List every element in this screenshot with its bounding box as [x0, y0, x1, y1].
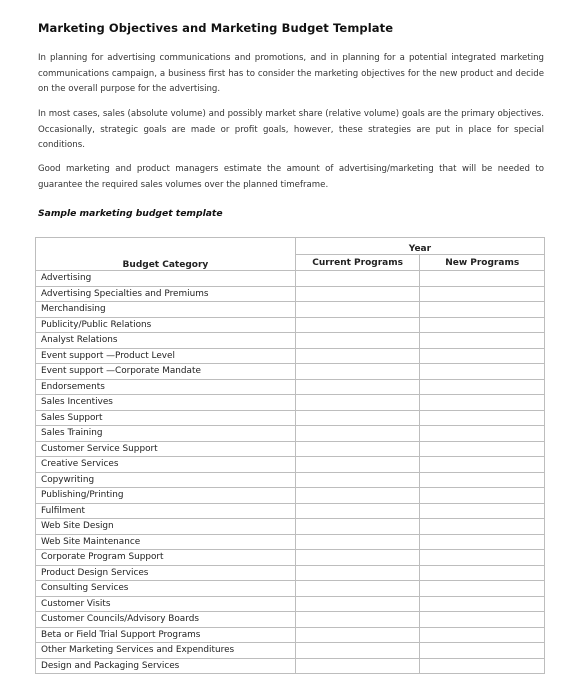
new-programs-cell[interactable]	[420, 302, 545, 318]
table-row	[36, 348, 545, 364]
new-programs-cell[interactable]	[420, 472, 545, 488]
budget-category-cell: Advertising	[36, 271, 296, 287]
current-programs-cell[interactable]	[295, 379, 420, 395]
budget-category-cell: Analyst Relations	[36, 333, 296, 349]
budget-rows	[36, 271, 545, 674]
new-programs-header: New Programs	[420, 255, 545, 271]
table-row	[36, 658, 545, 674]
budget-category-cell: Publishing/Printing	[36, 488, 296, 504]
document-title: Marketing Objectives and Marketing Budget Template	[38, 21, 394, 35]
new-programs-cell[interactable]	[420, 457, 545, 473]
current-programs-header: Current Programs	[295, 255, 420, 271]
new-programs-cell[interactable]	[420, 503, 545, 519]
current-programs-cell[interactable]	[295, 488, 420, 504]
current-programs-cell[interactable]	[295, 317, 420, 333]
new-programs-cell[interactable]	[420, 534, 545, 550]
current-programs-cell[interactable]	[295, 643, 420, 659]
budget-category-cell: Merchandising	[36, 302, 296, 318]
budget-table	[35, 237, 545, 674]
new-programs-cell[interactable]	[420, 348, 545, 364]
budget-category-cell: Sales Training	[36, 426, 296, 442]
table-row	[36, 534, 545, 550]
table-row	[36, 627, 545, 643]
table-row	[36, 317, 545, 333]
new-programs-cell[interactable]	[420, 271, 545, 287]
table-row	[36, 286, 545, 302]
table-row	[36, 426, 545, 442]
current-programs-cell[interactable]	[295, 596, 420, 612]
budget-category-cell: Sales Incentives	[36, 395, 296, 411]
new-programs-cell[interactable]	[420, 286, 545, 302]
current-programs-cell[interactable]	[295, 472, 420, 488]
new-programs-cell[interactable]	[420, 612, 545, 628]
table-row	[36, 333, 545, 349]
current-programs-cell[interactable]	[295, 395, 420, 411]
budget-category-cell: Creative Services	[36, 457, 296, 473]
current-programs-cell[interactable]	[295, 286, 420, 302]
budget-category-cell: Sales Support	[36, 410, 296, 426]
current-programs-cell[interactable]	[295, 534, 420, 550]
current-programs-cell[interactable]	[295, 565, 420, 581]
table-row	[36, 364, 545, 380]
current-programs-cell[interactable]	[295, 503, 420, 519]
current-programs-cell[interactable]	[295, 271, 420, 287]
table-row	[36, 410, 545, 426]
budget-category-header: Budget Category	[36, 238, 296, 271]
budget-category-cell: Corporate Program Support	[36, 550, 296, 566]
new-programs-cell[interactable]	[420, 581, 545, 597]
new-programs-cell[interactable]	[420, 426, 545, 442]
new-programs-cell[interactable]	[420, 643, 545, 659]
current-programs-cell[interactable]	[295, 364, 420, 380]
table-row	[36, 503, 545, 519]
new-programs-cell[interactable]	[420, 379, 545, 395]
budget-category-cell: Event support —Product Level	[36, 348, 296, 364]
table-row	[36, 550, 545, 566]
table-row	[36, 581, 545, 597]
current-programs-cell[interactable]	[295, 441, 420, 457]
budget-category-cell: Customer Visits	[36, 596, 296, 612]
budget-category-cell: Beta or Field Trial Support Programs	[36, 627, 296, 643]
budget-category-cell: Design and Packaging Services	[36, 658, 296, 674]
table-row	[36, 441, 545, 457]
new-programs-cell[interactable]	[420, 410, 545, 426]
current-programs-cell[interactable]	[295, 612, 420, 628]
current-programs-cell[interactable]	[295, 333, 420, 349]
budget-category-cell: Consulting Services	[36, 581, 296, 597]
new-programs-cell[interactable]	[420, 364, 545, 380]
table-row	[36, 519, 545, 535]
budget-category-cell: Product Design Services	[36, 565, 296, 581]
table-row	[36, 596, 545, 612]
table-row	[36, 488, 545, 504]
current-programs-cell[interactable]	[295, 519, 420, 535]
new-programs-cell[interactable]	[420, 596, 545, 612]
budget-category-cell: Copywriting	[36, 472, 296, 488]
estimate-paragraph: Good marketing and product managers estimate the amount of advertising/marketing that will be needed to guarantee the required sales volumes over the planned timeframe.	[38, 164, 544, 190]
table-caption: Sample marketing budget template	[38, 208, 223, 219]
budget-category-cell: Endorsements	[36, 379, 296, 395]
budget-category-cell: Customer Service Support	[36, 441, 296, 457]
budget-category-cell: Fulfilment	[36, 503, 296, 519]
current-programs-cell[interactable]	[295, 410, 420, 426]
new-programs-cell[interactable]	[420, 441, 545, 457]
budget-category-cell: Web Site Maintenance	[36, 534, 296, 550]
new-programs-cell[interactable]	[420, 627, 545, 643]
current-programs-cell[interactable]	[295, 457, 420, 473]
new-programs-cell[interactable]	[420, 333, 545, 349]
year-header: Year	[295, 238, 544, 255]
new-programs-cell[interactable]	[420, 488, 545, 504]
budget-category-cell: Other Marketing Services and Expenditures	[36, 643, 296, 659]
intro-paragraph: In planning for advertising communications and promotions, and in planning for a potential integrated marketing communications campaign, a business first has to consider the marketing objectives for the new product and decide on the overall purpose for the advertising.	[38, 53, 544, 95]
current-programs-cell[interactable]	[295, 550, 420, 566]
current-programs-cell[interactable]	[295, 426, 420, 442]
table-row	[36, 457, 545, 473]
new-programs-cell[interactable]	[420, 565, 545, 581]
current-programs-cell[interactable]	[295, 581, 420, 597]
table-row	[36, 395, 545, 411]
table-row	[36, 379, 545, 395]
current-programs-cell[interactable]	[295, 658, 420, 674]
current-programs-cell[interactable]	[295, 348, 420, 364]
objectives-paragraph: In most cases, sales (absolute volume) and possibly market share (relative volume) goals are the primary objectives. Occasionally, strategic goals are made or profit goals, however, these strategies are put in place for special conditions.	[38, 109, 544, 151]
table-row	[36, 271, 545, 287]
budget-category-cell: Web Site Design	[36, 519, 296, 535]
budget-category-cell: Advertising Specialties and Premiums	[36, 286, 296, 302]
table-row	[36, 302, 545, 318]
table-row	[36, 643, 545, 659]
table-row	[36, 612, 545, 628]
budget-category-cell: Event support —Corporate Mandate	[36, 364, 296, 380]
new-programs-cell[interactable]	[420, 519, 545, 535]
new-programs-cell[interactable]	[420, 317, 545, 333]
current-programs-cell[interactable]	[295, 302, 420, 318]
budget-category-cell: Customer Councils/Advisory Boards	[36, 612, 296, 628]
table-row	[36, 472, 545, 488]
new-programs-cell[interactable]	[420, 550, 545, 566]
new-programs-cell[interactable]	[420, 658, 545, 674]
budget-category-cell: Publicity/Public Relations	[36, 317, 296, 333]
new-programs-cell[interactable]	[420, 395, 545, 411]
table-row	[36, 565, 545, 581]
current-programs-cell[interactable]	[295, 627, 420, 643]
